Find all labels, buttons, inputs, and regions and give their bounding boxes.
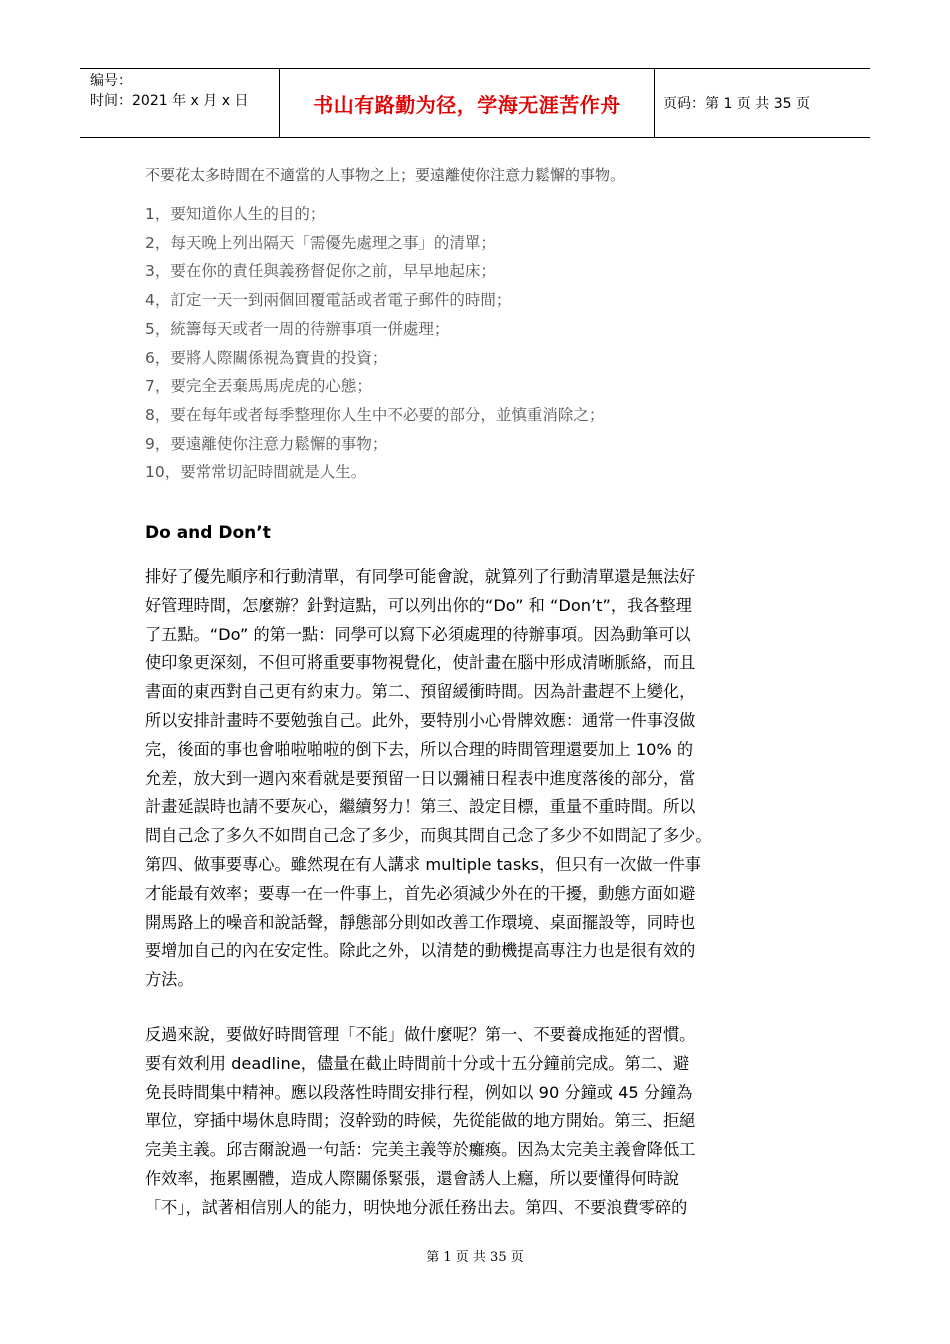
paragraph-do xyxy=(145,563,807,995)
paragraph-line: 完，後面的事也會啪啦啪啦的倒下去，所以合理的時間管理還要加上 10% 的 xyxy=(145,739,694,759)
list-item: 4，訂定一天一到兩個回覆電話或者電子郵件的時間； xyxy=(145,291,512,310)
paragraph-dont xyxy=(145,1021,807,1223)
list-item: 10，要常常切記時間就是人生。 xyxy=(145,463,367,482)
header-meta xyxy=(80,69,280,137)
paragraph-line: 完美主義。邱吉爾說過一句話：完美主義等於癱瘓。因為太完美主義會降低工 xyxy=(145,1140,696,1160)
list-item: 8，要在每年或者每季整理你人生中不必要的部分，並慎重消除之； xyxy=(145,405,605,424)
paragraph-line: 計畫延誤時也請不要灰心，繼續努力！第三、設定目標，重量不重時間。所以 xyxy=(145,797,696,817)
section-heading: Do and Don’t xyxy=(145,523,271,544)
paragraph-line: 要增加自己的內在安定性。除此之外，以清楚的動機提高專注力也是很有效的 xyxy=(145,941,696,961)
header-page-info: 页码：第 1 页 共 35 页 xyxy=(663,96,810,112)
list-item: 2，每天晚上列出隔天「需優先處理之事」的清單； xyxy=(145,233,496,252)
header-motto: 书山有路勤为径，学海无涯苦作舟 xyxy=(280,69,655,137)
paragraph-line: 作效率，拖累團體，造成人際關係緊張，還會誘人上癮，所以要懂得何時說 xyxy=(145,1168,680,1188)
paragraph-line: 開馬路上的噪音和說話聲，靜態部分則如改善工作環境、桌面擺設等，同時也 xyxy=(145,912,696,932)
paragraph-line: 「不」，試著相信別人的能力，明快地分派任務出去。第四、不要浪費零碎的 xyxy=(145,1197,688,1217)
document-number-label: 编号： xyxy=(90,73,132,89)
paragraph-line: 反過來說，要做好時間管理「不能」做什麼呢？第一、不要養成拖延的習慣。 xyxy=(145,1024,696,1044)
paragraph-line: 第四、做事要專心。雖然現在有人講求 multiple tasks，但只有一次做一件事 xyxy=(145,855,701,874)
list-item: 7，要完全丟棄馬馬虎虎的心態； xyxy=(145,377,372,396)
paragraph-line: 使印象更深刻，不但可將重要事物視覺化，使計畫在腦中形成清晰脈絡，而且 xyxy=(145,653,696,673)
list-item: 6，要將人際關係視為寶貴的投資； xyxy=(145,348,388,367)
paragraph-line: 免長時間集中精神。應以段落性時間安排行程，例如以 90 分鐘或 45 分鐘為 xyxy=(145,1082,693,1102)
list-item: 9，要遠離使你注意力鬆懈的事物； xyxy=(145,434,388,453)
paragraph-line: 允差，放大到一週內來看就是要預留一日以彌補日程表中進度落後的部分，當 xyxy=(145,768,696,788)
paragraph-line: 了五點。“Do” 的第一點：同學可以寫下必須處理的待辦事項。因為動筆可以 xyxy=(145,624,691,644)
list-item: 1，要知道你人生的目的； xyxy=(145,205,326,223)
list-item: 5，統籌每天或者一周的待辦事項一併處理； xyxy=(145,319,450,338)
list-item: 3，要在你的責任與義務督促你之前，早早地起床； xyxy=(145,262,496,281)
intro-line: 不要花太多時間在不適當的人事物之上；要遠離使你注意力鬆懈的事物。 xyxy=(145,166,626,184)
document-body xyxy=(145,160,807,1249)
page-header xyxy=(80,68,870,138)
paragraph-line: 排好了優先順序和行動清單，有同學可能會說，就算列了行動清單還是無法好 xyxy=(145,567,696,587)
paragraph-line: 所以安排計畫時不要勉強自己。此外，要特別小心骨牌效應：通常一件事沒做 xyxy=(145,711,696,731)
page-footer: 第 1 页 共 35 页 xyxy=(426,1250,524,1265)
tips-list xyxy=(145,200,807,487)
document-date: 时间：2021 年 x 月 x 日 xyxy=(90,93,249,109)
paragraph-line: 方法。 xyxy=(145,970,194,990)
paragraph-line: 好管理時間，怎麼辦？針對這點，可以列出你的“Do” 和 “Don’t”，我各整理 xyxy=(145,595,692,615)
paragraph-line: 問自己念了多久不如問自己念了多少，而與其問自己念了多少不如問記了多少。 xyxy=(145,826,712,846)
paragraph-line: 書面的東西對自己更有約束力。第二、預留緩衝時間。因為計畫趕不上變化， xyxy=(145,682,696,702)
paragraph-line: 單位，穿插中場休息時間；沒幹勁的時候，先從能做的地方開始。第三、拒絕 xyxy=(145,1111,696,1131)
paragraph-line: 要有效利用 deadline，儘量在截止時間前十分或十五分鐘前完成。第二、避 xyxy=(145,1053,690,1073)
paragraph-line: 才能最有效率；要專一在一件事上，首先必須減少外在的干擾，動態方面如避 xyxy=(145,883,696,903)
